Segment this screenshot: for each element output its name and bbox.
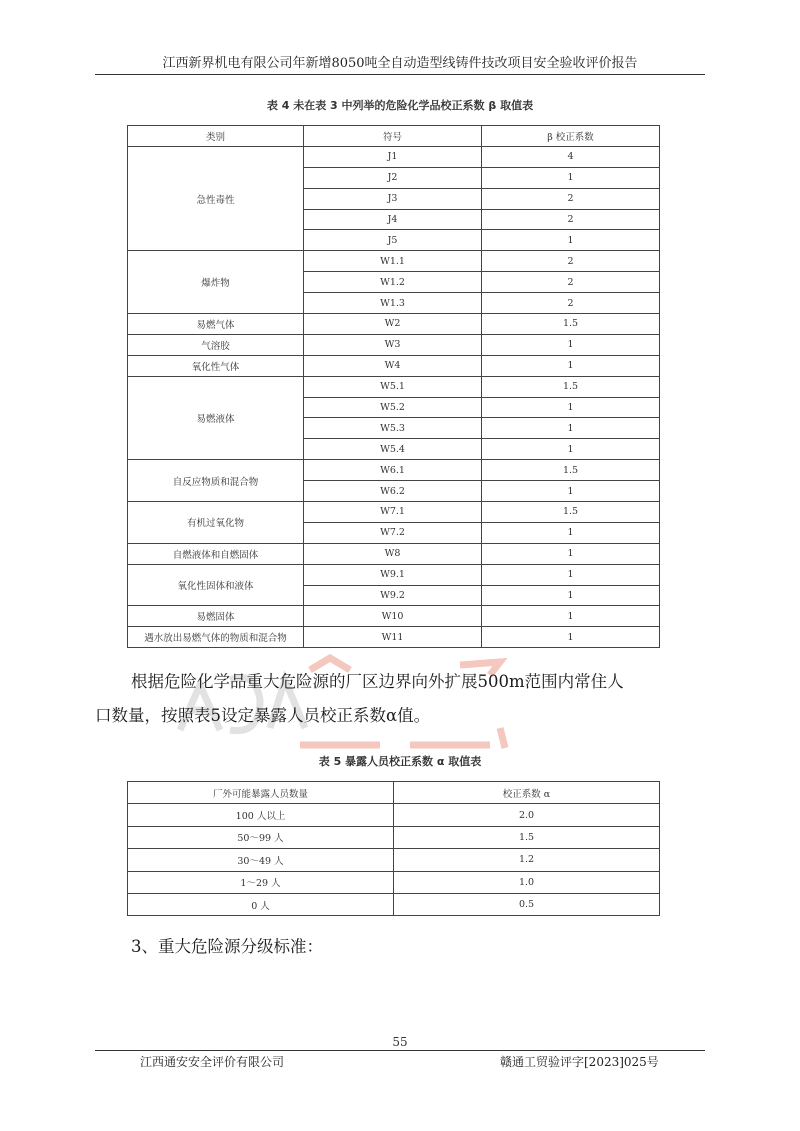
coefficient-cell: 1.5 (482, 460, 660, 481)
coefficient-cell: 2 (482, 293, 660, 314)
coefficient-cell: 1 (482, 439, 660, 460)
table-row (128, 251, 660, 272)
coefficient-cell: 1 (482, 543, 660, 564)
population-cell: 1～29 人 (128, 871, 394, 893)
table-header-row (128, 782, 660, 804)
paragraph-population (95, 665, 705, 733)
category-cell: 气溶胶 (128, 334, 304, 355)
footer-company: 江西通安安全评价有限公司 (140, 1055, 285, 1069)
paragraph-grading (95, 930, 705, 964)
symbol-cell: W5.2 (304, 397, 482, 418)
coefficient-cell: 1 (482, 606, 660, 627)
category-cell: 易燃固体 (128, 606, 304, 627)
symbol-cell: J4 (304, 209, 482, 230)
category-cell: 易燃气体 (128, 314, 304, 335)
population-cell: 50～99 人 (128, 826, 394, 848)
alpha-cell: 0.5 (394, 893, 660, 915)
symbol-cell: W1.3 (304, 293, 482, 314)
paragraph-line: 口数量，按照表5设定暴露人员校正系数α值。 (95, 706, 431, 725)
symbol-cell: W6.2 (304, 481, 482, 502)
coefficient-cell: 1.5 (482, 502, 660, 523)
category-cell: 自燃液体和自燃固体 (128, 543, 304, 564)
coefficient-cell: 1 (482, 418, 660, 439)
category-cell: 易燃液体 (128, 376, 304, 460)
table-row (128, 606, 660, 627)
symbol-cell: W1.1 (304, 251, 482, 272)
paragraph-line: 根据危险化学品重大危险源的厂区边界向外扩展500m范围内常住人 (131, 672, 624, 691)
coefficient-cell: 1 (482, 230, 660, 251)
section-heading: 3、重大危险源分级标准： (131, 937, 323, 956)
column-header: β 校正系数 (482, 126, 660, 147)
table5 (127, 781, 660, 916)
symbol-cell: W11 (304, 627, 482, 648)
category-cell: 急性毒性 (128, 146, 304, 250)
coefficient-cell: 1 (482, 481, 660, 502)
category-cell: 氧化性固体和液体 (128, 564, 304, 606)
symbol-cell: J2 (304, 167, 482, 188)
coefficient-cell: 1 (482, 167, 660, 188)
coefficient-cell: 1 (482, 627, 660, 648)
coefficient-cell: 2 (482, 188, 660, 209)
page-header-title: 江西新界机电有限公司年新增8050吨全自动造型线铸件技改项目安全验收评价报告 (162, 56, 638, 71)
symbol-cell: W10 (304, 606, 482, 627)
symbol-cell: W4 (304, 355, 482, 376)
table-row (128, 314, 660, 335)
table-row (128, 804, 660, 826)
footer-doc-number: 赣通工贸验评字[2023]025号 (500, 1055, 659, 1069)
symbol-cell: J3 (304, 188, 482, 209)
column-header: 校正系数 α (394, 782, 660, 804)
symbol-cell: J1 (304, 146, 482, 167)
symbol-cell: W1.2 (304, 272, 482, 293)
table-row (128, 146, 660, 167)
alpha-cell: 2.0 (394, 804, 660, 826)
table-row (128, 334, 660, 355)
table-row (128, 502, 660, 523)
table-row (128, 376, 660, 397)
population-cell: 30～49 人 (128, 849, 394, 871)
table-row (128, 849, 660, 871)
symbol-cell: W5.1 (304, 376, 482, 397)
coefficient-cell: 1 (482, 397, 660, 418)
footer-divider (95, 1050, 705, 1051)
coefficient-cell: 1.5 (482, 376, 660, 397)
symbol-cell: W7.1 (304, 502, 482, 523)
column-header: 符号 (304, 126, 482, 147)
page-number: 55 (392, 1035, 408, 1049)
category-cell: 爆炸物 (128, 251, 304, 314)
column-header: 类别 (128, 126, 304, 147)
table-row (128, 893, 660, 915)
table-row (128, 826, 660, 848)
category-cell: 遇水放出易燃气体的物质和混合物 (128, 627, 304, 648)
symbol-cell: W9.2 (304, 585, 482, 606)
table4-caption: 表 4 未在表 3 中列举的危险化学品校正系数 β 取值表 (266, 99, 534, 112)
table4 (127, 125, 660, 648)
table-row (128, 564, 660, 585)
coefficient-cell: 1 (482, 522, 660, 543)
symbol-cell: W6.1 (304, 460, 482, 481)
table-row (128, 460, 660, 481)
symbol-cell: W3 (304, 334, 482, 355)
alpha-cell: 1.5 (394, 826, 660, 848)
category-cell: 有机过氧化物 (128, 502, 304, 544)
coefficient-cell: 1.5 (482, 314, 660, 335)
table-row (128, 543, 660, 564)
symbol-cell: W8 (304, 543, 482, 564)
table5-caption: 表 5 暴露人员校正系数 α 取值表 (318, 755, 482, 768)
coefficient-cell: 1 (482, 564, 660, 585)
coefficient-cell: 2 (482, 251, 660, 272)
coefficient-cell: 1 (482, 355, 660, 376)
coefficient-cell: 4 (482, 146, 660, 167)
population-cell: 0 人 (128, 893, 394, 915)
coefficient-cell: 2 (482, 272, 660, 293)
table-header-row (128, 126, 660, 147)
symbol-cell: W2 (304, 314, 482, 335)
category-cell: 自反应物质和混合物 (128, 460, 304, 502)
table-row (128, 627, 660, 648)
symbol-cell: W9.1 (304, 564, 482, 585)
table-row (128, 871, 660, 893)
coefficient-cell: 1 (482, 334, 660, 355)
alpha-cell: 1.2 (394, 849, 660, 871)
alpha-cell: 1.0 (394, 871, 660, 893)
table-row (128, 355, 660, 376)
symbol-cell: W5.4 (304, 439, 482, 460)
coefficient-cell: 2 (482, 209, 660, 230)
symbol-cell: J5 (304, 230, 482, 251)
symbol-cell: W5.3 (304, 418, 482, 439)
population-cell: 100 人以上 (128, 804, 394, 826)
header-divider (95, 74, 705, 75)
column-header: 厂外可能暴露人员数量 (128, 782, 394, 804)
category-cell: 氧化性气体 (128, 355, 304, 376)
coefficient-cell: 1 (482, 585, 660, 606)
symbol-cell: W7.2 (304, 522, 482, 543)
